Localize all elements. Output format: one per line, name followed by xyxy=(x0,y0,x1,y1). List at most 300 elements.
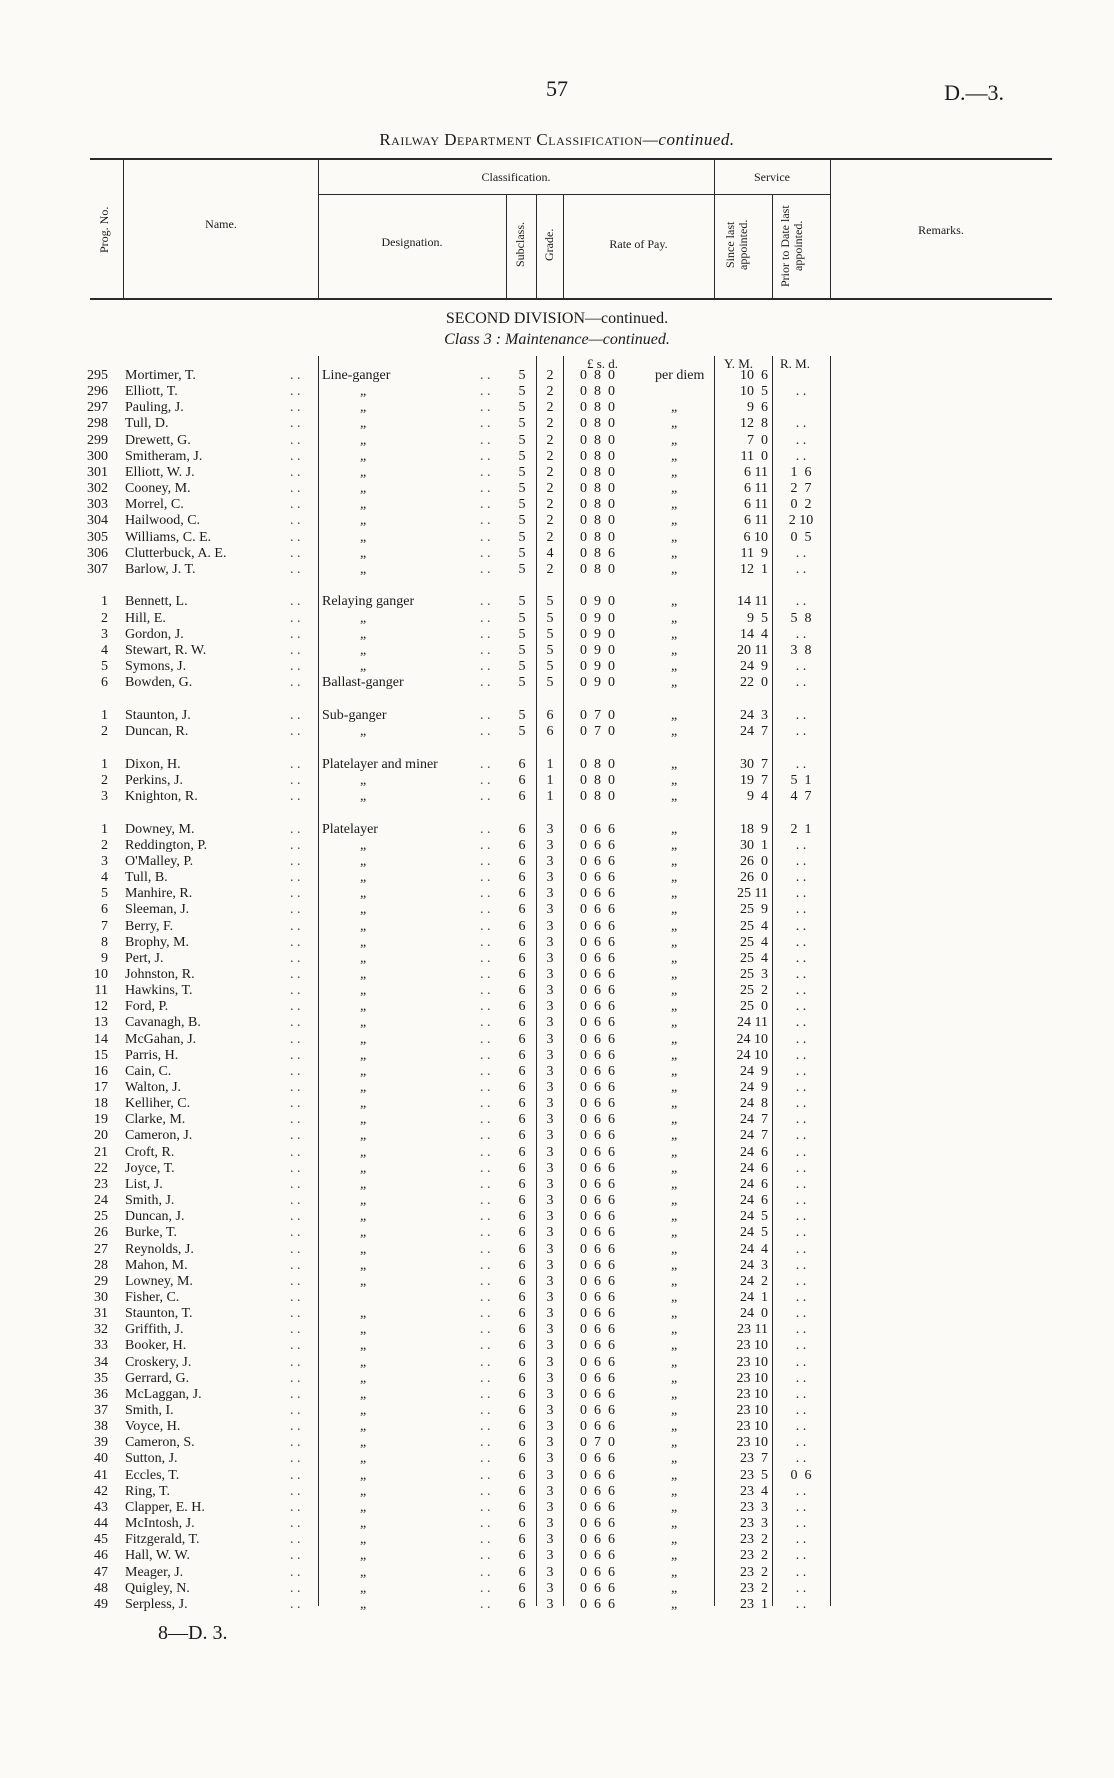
prog-no-cell: 43 xyxy=(94,1499,108,1515)
grade-cell: 3 xyxy=(546,950,554,966)
since-cell: 7 0 xyxy=(747,432,768,448)
leader-dots: . . xyxy=(290,999,301,1015)
designation-cell: „ xyxy=(360,1419,367,1435)
body-col-rule xyxy=(772,356,773,1606)
body-col-rule xyxy=(563,356,564,1606)
prior-cell: . . xyxy=(795,870,807,886)
prog-no-cell: 3 xyxy=(101,853,108,869)
prior-cell: . . xyxy=(795,1354,807,1370)
pay-cell: 0 6 6 xyxy=(580,1403,615,1418)
leader-dots: . . xyxy=(290,400,301,416)
prog-no-cell: 16 xyxy=(94,1063,108,1079)
leader-dots: . . xyxy=(480,837,491,853)
leader-dots: . . xyxy=(290,1483,301,1499)
leader-dots: . . xyxy=(290,448,301,464)
since-cell: 24 7 xyxy=(740,1128,768,1144)
prog-no-cell: 32 xyxy=(94,1322,108,1338)
leader-dots: . . xyxy=(480,464,491,480)
grade-cell: 3 xyxy=(546,1225,554,1241)
leader-dots: . . xyxy=(290,1306,301,1322)
designation-cell: „ xyxy=(360,983,367,999)
subclass-cell: 6 xyxy=(518,1144,526,1160)
subclass-cell: 6 xyxy=(518,1209,526,1225)
leader-dots: . . xyxy=(290,772,301,788)
grade-cell: 2 xyxy=(546,561,554,577)
prog-no-cell: 48 xyxy=(94,1580,108,1596)
pay-unit-cell: „ xyxy=(671,1370,678,1386)
leader-dots: . . xyxy=(480,756,491,772)
grade-cell: 5 xyxy=(546,659,554,675)
prior-cell: . . xyxy=(795,626,807,642)
grade-cell: 3 xyxy=(546,966,554,982)
header-name: Name. xyxy=(205,217,237,231)
pay-unit-cell: „ xyxy=(671,756,678,772)
subclass-cell: 6 xyxy=(518,1483,526,1499)
leader-dots: . . xyxy=(290,1499,301,1515)
subclass-cell: 6 xyxy=(518,1467,526,1483)
designation-cell: „ xyxy=(360,1209,367,1225)
since-cell: 23 10 xyxy=(736,1354,768,1370)
prog-no-cell: 306 xyxy=(87,545,108,561)
grade-cell: 3 xyxy=(546,1338,554,1354)
prior-cell: . . xyxy=(795,1386,807,1402)
subclass-cell: 6 xyxy=(518,1451,526,1467)
leader-dots: . . xyxy=(480,918,491,934)
prior-cell: . . xyxy=(795,1419,807,1435)
grade-cell: 3 xyxy=(546,1580,554,1596)
pay-unit-cell: „ xyxy=(671,594,678,610)
grade-cell: 5 xyxy=(546,626,554,642)
header-classification: Classification. xyxy=(481,170,551,184)
subclass-cell: 5 xyxy=(518,497,526,513)
subclass-cell: 5 xyxy=(518,724,526,739)
leader-dots: . . xyxy=(290,1128,301,1144)
leader-dots: . . xyxy=(480,642,491,658)
units-pay: £ s. d. xyxy=(587,356,619,371)
header-designation: Designation. xyxy=(381,235,443,249)
name-cell: Symons, J. xyxy=(125,659,187,675)
pay-unit-cell: „ xyxy=(671,1354,678,1370)
pay-unit-cell: „ xyxy=(671,1160,678,1176)
subclass-cell: 5 xyxy=(518,642,526,658)
leader-dots: . . xyxy=(480,999,491,1015)
pay-unit-cell: „ xyxy=(671,400,678,416)
pay-unit-cell: „ xyxy=(671,886,678,902)
since-cell: 23 2 xyxy=(740,1564,768,1580)
subclass-cell: 6 xyxy=(518,1532,526,1548)
grade-cell: 3 xyxy=(546,1257,554,1273)
subclass-cell: 6 xyxy=(518,1322,526,1338)
subclass-cell: 5 xyxy=(518,513,526,529)
leader-dots: . . xyxy=(290,1257,301,1273)
leader-dots: . . xyxy=(480,400,491,416)
pay-unit-cell: „ xyxy=(671,1596,678,1612)
leader-dots: . . xyxy=(480,1532,491,1548)
prog-no-cell: 303 xyxy=(87,497,108,513)
leader-dots: . . xyxy=(480,966,491,982)
since-cell: 24 0 xyxy=(740,1306,768,1322)
leader-dots: . . xyxy=(290,659,301,675)
since-cell: 11 0 xyxy=(740,448,768,464)
prior-cell: . . xyxy=(795,1403,807,1418)
pay-cell: 0 6 6 xyxy=(580,1160,615,1176)
prog-no-cell: 1 xyxy=(101,821,108,837)
grade-cell: 3 xyxy=(546,934,554,950)
designation-cell: Platelayer and miner xyxy=(322,756,438,772)
leader-dots: . . xyxy=(290,966,301,982)
prog-no-cell: 28 xyxy=(94,1257,108,1273)
subclass-cell: 6 xyxy=(518,1257,526,1273)
since-cell: 25 4 xyxy=(740,934,768,950)
prog-no-cell: 15 xyxy=(94,1047,108,1063)
subclass-cell: 5 xyxy=(518,464,526,480)
pay-unit-cell: „ xyxy=(671,610,678,626)
name-cell: Booker, H. xyxy=(125,1338,187,1354)
pay-unit-cell: „ xyxy=(671,513,678,529)
leader-dots: . . xyxy=(480,1225,491,1241)
leader-dots: . . xyxy=(480,1564,491,1580)
subclass-cell: 6 xyxy=(518,950,526,966)
prior-cell: . . xyxy=(795,1112,807,1128)
grade-cell: 3 xyxy=(546,1386,554,1402)
since-cell: 9 5 xyxy=(747,610,768,626)
pay-cell: 0 6 6 xyxy=(580,1289,615,1305)
pay-cell: 0 8 0 xyxy=(580,561,615,577)
since-cell: 24 6 xyxy=(740,1160,768,1176)
prior-cell: . . xyxy=(795,918,807,934)
prog-no-cell: 38 xyxy=(94,1419,108,1435)
prior-cell: . . xyxy=(795,1564,807,1580)
pay-unit-cell: „ xyxy=(671,675,678,691)
prior-cell: . . xyxy=(795,1548,807,1564)
subclass-cell: 5 xyxy=(518,416,526,432)
name-cell: Bennett, L. xyxy=(125,594,188,610)
subclass-cell: 6 xyxy=(518,853,526,869)
designation-cell: „ xyxy=(360,1467,367,1483)
name-cell: Clutterbuck, A. E. xyxy=(125,545,227,561)
name-cell: Pauling, J. xyxy=(125,400,184,416)
grade-cell: 3 xyxy=(546,1596,554,1612)
header-prog-no: Prog. No. xyxy=(97,206,111,254)
prior-cell: . . xyxy=(795,1580,807,1596)
prior-cell: . . xyxy=(795,1096,807,1112)
leader-dots: . . xyxy=(290,675,301,691)
pay-unit-cell: „ xyxy=(671,1063,678,1079)
pay-cell: 0 6 6 xyxy=(580,1128,615,1144)
pay-unit-cell: „ xyxy=(671,1451,678,1467)
grade-cell: 3 xyxy=(546,1160,554,1176)
prog-no-cell: 6 xyxy=(101,675,108,691)
leader-dots: . . xyxy=(480,1580,491,1596)
prog-no-cell: 40 xyxy=(94,1451,108,1467)
designation-cell: „ xyxy=(360,1241,367,1257)
leader-dots: . . xyxy=(290,1063,301,1079)
pay-cell: 0 6 6 xyxy=(580,1467,615,1483)
subclass-cell: 6 xyxy=(518,1306,526,1322)
subclass-cell: 6 xyxy=(518,1112,526,1128)
col-divider xyxy=(772,194,773,298)
prog-no-cell: 2 xyxy=(101,724,108,739)
subclass-cell: 6 xyxy=(518,1370,526,1386)
prior-cell: . . xyxy=(795,724,807,739)
designation-cell: „ xyxy=(360,610,367,626)
pay-unit-cell: „ xyxy=(671,481,678,497)
prog-no-cell: 23 xyxy=(94,1176,108,1192)
leader-dots: . . xyxy=(290,1467,301,1483)
name-cell: Tull, B. xyxy=(125,870,168,886)
pay-cell: 0 6 6 xyxy=(580,886,615,902)
pay-unit-cell: „ xyxy=(671,918,678,934)
pay-cell: 0 6 6 xyxy=(580,1370,615,1386)
leader-dots: . . xyxy=(290,1548,301,1564)
designation-cell: „ xyxy=(360,886,367,902)
grade-cell: 3 xyxy=(546,821,554,837)
designation-cell: „ xyxy=(360,1548,367,1564)
grade-cell: 5 xyxy=(546,675,554,691)
since-cell: 26 0 xyxy=(740,853,768,869)
grade-cell: 3 xyxy=(546,1015,554,1031)
designation-cell: „ xyxy=(360,772,367,788)
pay-cell: 0 6 6 xyxy=(580,1209,615,1225)
leader-dots: . . xyxy=(480,1354,491,1370)
name-cell: List, J. xyxy=(125,1176,163,1192)
grade-cell: 2 xyxy=(546,497,554,513)
name-cell: Walton, J. xyxy=(125,1080,182,1095)
pay-unit-cell: „ xyxy=(671,707,678,723)
since-cell: 24 3 xyxy=(740,1257,768,1273)
leader-dots: . . xyxy=(290,1273,301,1289)
subclass-cell: 5 xyxy=(518,529,526,545)
since-cell: 24 5 xyxy=(740,1209,768,1225)
since-cell: 25 9 xyxy=(740,902,768,918)
header-rate-of-pay: Rate of Pay. xyxy=(609,237,668,251)
name-cell: Drewett, G. xyxy=(125,432,191,448)
leader-dots: . . xyxy=(290,1532,301,1548)
grade-cell: 3 xyxy=(546,1112,554,1128)
prior-cell: . . xyxy=(795,1176,807,1192)
pay-unit-cell: „ xyxy=(671,1225,678,1241)
leader-dots: . . xyxy=(480,1080,491,1095)
since-cell: 23 2 xyxy=(740,1580,768,1596)
since-cell: 26 0 xyxy=(740,870,768,886)
prior-cell: . . xyxy=(795,1532,807,1548)
prog-no-cell: 10 xyxy=(94,966,108,982)
name-cell: Lowney, M. xyxy=(125,1273,193,1289)
leader-dots: . . xyxy=(480,529,491,545)
prior-cell: . . xyxy=(795,1338,807,1354)
leader-dots: . . xyxy=(480,561,491,577)
leader-dots: . . xyxy=(480,1435,491,1451)
name-cell: Clarke, M. xyxy=(125,1112,186,1128)
prog-no-cell: 24 xyxy=(94,1193,108,1209)
grade-cell: 3 xyxy=(546,1516,554,1532)
subclass-cell: 6 xyxy=(518,1289,526,1305)
prog-no-cell: 301 xyxy=(87,464,108,480)
subclass-cell: 6 xyxy=(518,886,526,902)
prog-no-cell: 36 xyxy=(94,1386,108,1402)
prog-no-cell: 8 xyxy=(101,934,108,950)
prior-cell: . . xyxy=(795,934,807,950)
prog-no-cell: 7 xyxy=(101,918,108,934)
pay-cell: 0 6 6 xyxy=(580,934,615,950)
subclass-cell: 6 xyxy=(518,1354,526,1370)
subclass-cell: 6 xyxy=(518,1176,526,1192)
subclass-cell: 6 xyxy=(518,772,526,788)
designation-cell: „ xyxy=(360,464,367,480)
prior-cell: . . xyxy=(795,432,807,448)
subclass-cell: 6 xyxy=(518,1063,526,1079)
leader-dots: . . xyxy=(290,918,301,934)
pay-unit-cell: „ xyxy=(671,1580,678,1596)
leader-dots: . . xyxy=(480,432,491,448)
designation-cell: „ xyxy=(360,724,367,739)
designation-cell: „ xyxy=(360,966,367,982)
grade-cell: 3 xyxy=(546,1532,554,1548)
grade-cell: 3 xyxy=(546,1047,554,1063)
prior-cell: . . xyxy=(795,1451,807,1467)
grade-cell: 2 xyxy=(546,481,554,497)
prog-no-cell: 45 xyxy=(94,1532,108,1548)
designation-cell: „ xyxy=(360,1403,367,1418)
leader-dots: . . xyxy=(290,561,301,577)
subclass-cell: 6 xyxy=(518,1080,526,1095)
designation-cell: „ xyxy=(360,416,367,432)
designation-cell: „ xyxy=(360,642,367,658)
prog-no-cell: 31 xyxy=(94,1306,108,1322)
prior-cell: . . xyxy=(795,1193,807,1209)
pay-unit-cell: „ xyxy=(671,642,678,658)
since-cell: 30 1 xyxy=(740,837,768,853)
leader-dots: . . xyxy=(480,384,491,400)
leader-dots: . . xyxy=(290,1386,301,1402)
pay-cell: 0 9 0 xyxy=(580,659,615,675)
pay-unit-cell: per diem xyxy=(655,368,705,383)
leader-dots: . . xyxy=(480,1241,491,1257)
designation-cell: „ xyxy=(360,1225,367,1241)
leader-dots: . . xyxy=(290,756,301,772)
grade-cell: 3 xyxy=(546,1548,554,1564)
title-continued: —continued. xyxy=(642,130,735,149)
pay-unit-cell: „ xyxy=(671,902,678,918)
subclass-cell: 5 xyxy=(518,384,526,400)
pay-cell: 0 9 0 xyxy=(580,642,615,658)
subclass-cell: 6 xyxy=(518,788,526,804)
body-col-rule xyxy=(318,356,319,1606)
grade-cell: 2 xyxy=(546,384,554,400)
name-cell: O'Malley, P. xyxy=(125,853,194,869)
name-cell: Perkins, J. xyxy=(125,772,183,788)
designation-cell: „ xyxy=(360,400,367,416)
leader-dots: . . xyxy=(480,788,491,804)
prior-cell: . . xyxy=(795,950,807,966)
leader-dots: . . xyxy=(480,626,491,642)
header-subclass: Subclass. xyxy=(513,222,527,268)
name-cell: Morrel, C. xyxy=(125,497,184,513)
prior-cell: . . xyxy=(795,1241,807,1257)
since-cell: 11 9 xyxy=(740,545,768,561)
grade-cell: 3 xyxy=(546,1483,554,1499)
prog-no-cell: 2 xyxy=(101,837,108,853)
grade-cell: 3 xyxy=(546,983,554,999)
designation-cell: „ xyxy=(360,902,367,918)
prior-cell: . . xyxy=(795,1483,807,1499)
pay-unit-cell: „ xyxy=(671,561,678,577)
subclass-cell: 6 xyxy=(518,1596,526,1612)
since-cell: 24 6 xyxy=(740,1193,768,1209)
leader-dots: . . xyxy=(290,983,301,999)
prior-cell: 3 8 xyxy=(790,642,812,658)
prior-cell: . . xyxy=(795,756,807,772)
name-cell: Sleeman, J. xyxy=(125,902,190,918)
name-cell: Knighton, R. xyxy=(125,788,198,804)
header-bottom-rule xyxy=(90,298,1052,300)
name-cell: Fitzgerald, T. xyxy=(125,1532,200,1548)
designation-cell: „ xyxy=(360,1338,367,1354)
leader-dots: . . xyxy=(480,513,491,529)
leader-dots: . . xyxy=(290,1370,301,1386)
prog-no-cell: 46 xyxy=(94,1548,108,1564)
since-cell: 24 6 xyxy=(740,1176,768,1192)
leader-dots: . . xyxy=(480,1160,491,1176)
pay-cell: 0 6 6 xyxy=(580,1338,615,1354)
designation-cell: „ xyxy=(360,999,367,1015)
prog-no-cell: 19 xyxy=(94,1112,108,1128)
prior-cell: . . xyxy=(795,675,807,691)
pay-cell: 0 6 6 xyxy=(580,1306,615,1322)
leader-dots: . . xyxy=(290,610,301,626)
pay-cell: 0 6 6 xyxy=(580,918,615,934)
prog-no-cell: 2 xyxy=(101,772,108,788)
since-cell: 24 9 xyxy=(740,1080,768,1095)
pay-unit-cell: „ xyxy=(671,1322,678,1338)
pay-unit-cell: „ xyxy=(671,1564,678,1580)
designation-cell: Ballast-ganger xyxy=(322,675,404,691)
grade-cell: 3 xyxy=(546,902,554,918)
grade-cell: 3 xyxy=(546,870,554,886)
pay-cell: 0 8 0 xyxy=(580,788,615,804)
since-cell: 24 10 xyxy=(736,1031,768,1047)
leader-dots: . . xyxy=(290,1193,301,1209)
leader-dots: . . xyxy=(480,1322,491,1338)
pay-cell: 0 8 0 xyxy=(580,448,615,464)
prog-no-cell: 1 xyxy=(101,594,108,610)
leader-dots: . . xyxy=(290,1144,301,1160)
name-cell: Tull, D. xyxy=(125,416,169,432)
grade-cell: 3 xyxy=(546,837,554,853)
since-cell: 18 9 xyxy=(740,821,768,837)
prior-cell: . . xyxy=(795,1289,807,1305)
grade-cell: 3 xyxy=(546,1031,554,1047)
prior-cell: 1 6 xyxy=(790,464,812,480)
designation-cell: „ xyxy=(360,853,367,869)
leader-dots: . . xyxy=(290,1564,301,1580)
pay-cell: 0 6 6 xyxy=(580,821,615,837)
pay-unit-cell: „ xyxy=(671,950,678,966)
leader-dots: . . xyxy=(290,821,301,837)
pay-unit-cell: „ xyxy=(671,983,678,999)
grade-cell: 6 xyxy=(546,724,554,739)
leader-dots: . . xyxy=(290,464,301,480)
pay-cell: 0 9 0 xyxy=(580,610,615,626)
prior-cell: . . xyxy=(795,1370,807,1386)
subclass-cell: 6 xyxy=(518,1499,526,1515)
leader-dots: . . xyxy=(290,1338,301,1354)
name-cell: Burke, T. xyxy=(125,1225,177,1241)
subclass-cell: 6 xyxy=(518,1338,526,1354)
designation-cell: „ xyxy=(360,1354,367,1370)
designation-cell: „ xyxy=(360,659,367,675)
leader-dots: . . xyxy=(480,1112,491,1128)
